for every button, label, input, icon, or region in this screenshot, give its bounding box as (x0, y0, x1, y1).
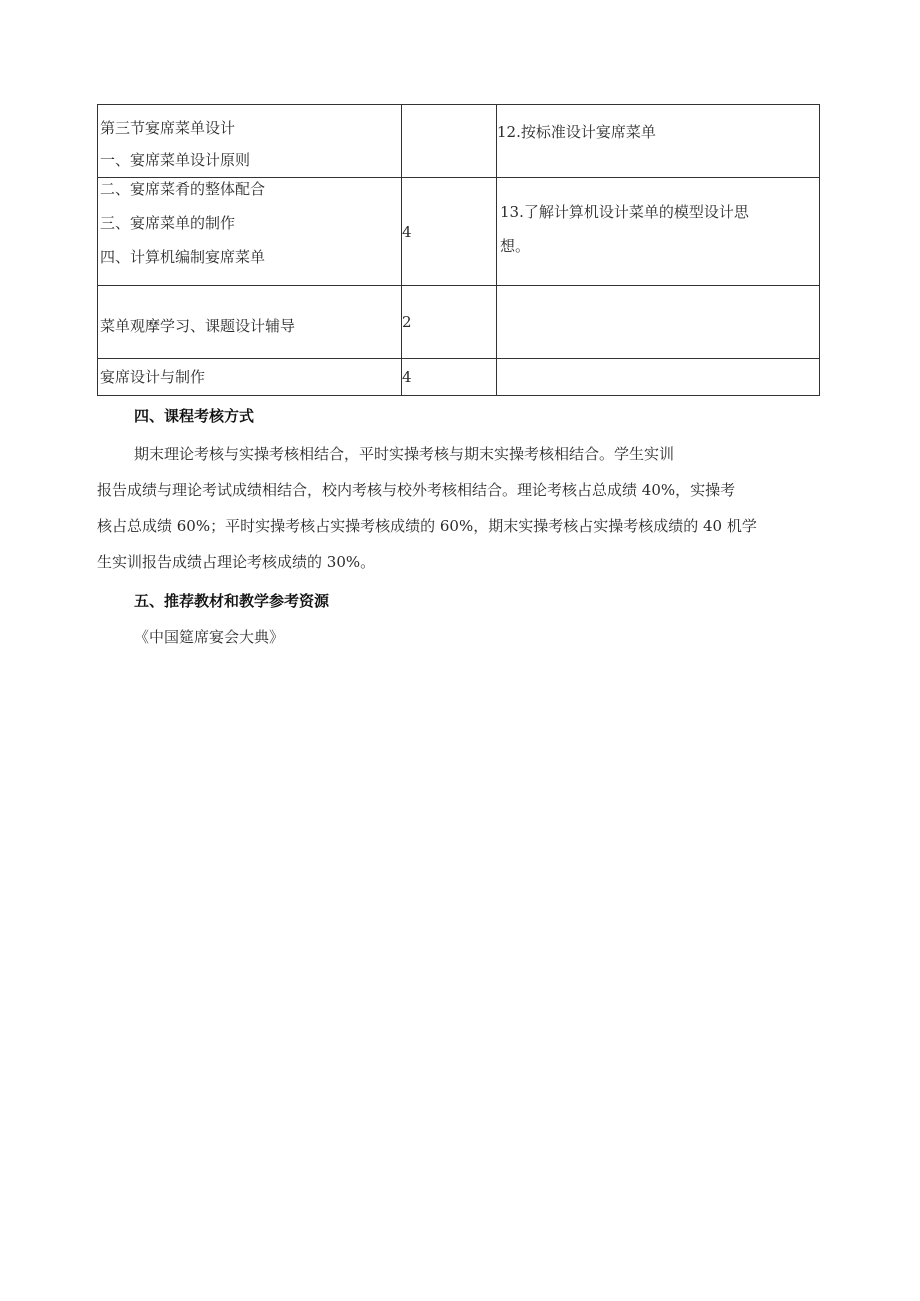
hours-cell: 4 (402, 178, 497, 286)
topic-line: 菜单观摩学习、课题设计辅导 (100, 317, 296, 335)
table-row (98, 286, 820, 359)
table-row (98, 105, 820, 178)
hours-cell: 2 (402, 286, 497, 359)
objective-line: 想。 (500, 237, 531, 255)
section-heading-resources: 五、推荐教材和教学参考资源 (134, 592, 330, 610)
topic-line: 二、宴席菜肴的整体配合 (100, 180, 266, 198)
objective-cell (497, 178, 820, 286)
topic-cell (98, 178, 402, 286)
paragraph-line: 报告成绩与理论考试成绩相结合，校内考核与校外考核相结合。理论考核占总成绩 40%，实操考 (97, 481, 736, 499)
section-heading-assessment: 四、课程考核方式 (134, 407, 255, 425)
table-row (98, 178, 820, 286)
objective-cell: 12.按标准设计宴席菜单 (497, 105, 820, 178)
topic-cell (98, 286, 402, 359)
course-schedule-table (97, 104, 820, 396)
paragraph-line: 核占总成绩 60%；平时实操考核占实操考核成绩的 60%，期末实操考核占实操考核成绩的 40 机学 (97, 517, 757, 535)
objective-cell (497, 286, 820, 359)
topic-cell (98, 359, 402, 396)
paragraph-line: 生实训报告成绩占理论考核成绩的 30%。 (97, 553, 376, 571)
topic-line: 宴席设计与制作 (100, 368, 206, 386)
reference-entry (134, 626, 734, 647)
assessment-paragraph (97, 444, 819, 572)
table-row (98, 359, 820, 396)
topic-line: 三、宴席菜单的制作 (100, 214, 236, 232)
paragraph-line: 期末理论考核与实操考核相结合，平时实操考核与期末实操考核相结合。学生实训 (134, 445, 675, 463)
topic-line: 第三节宴席菜单设计 (100, 119, 236, 137)
hours-cell: 4 (402, 359, 497, 396)
hours-cell (402, 105, 497, 178)
objective-line: 13.了解计算机设计菜单的模型设计思 (500, 203, 749, 221)
topic-line: 四、计算机编制宴席菜单 (100, 248, 266, 266)
topic-line: 一、宴席菜单设计原则 (100, 151, 251, 169)
topic-cell (98, 105, 402, 178)
objective-cell (497, 359, 820, 396)
reference-title: 《中国筵席宴会大典》 (134, 628, 285, 646)
